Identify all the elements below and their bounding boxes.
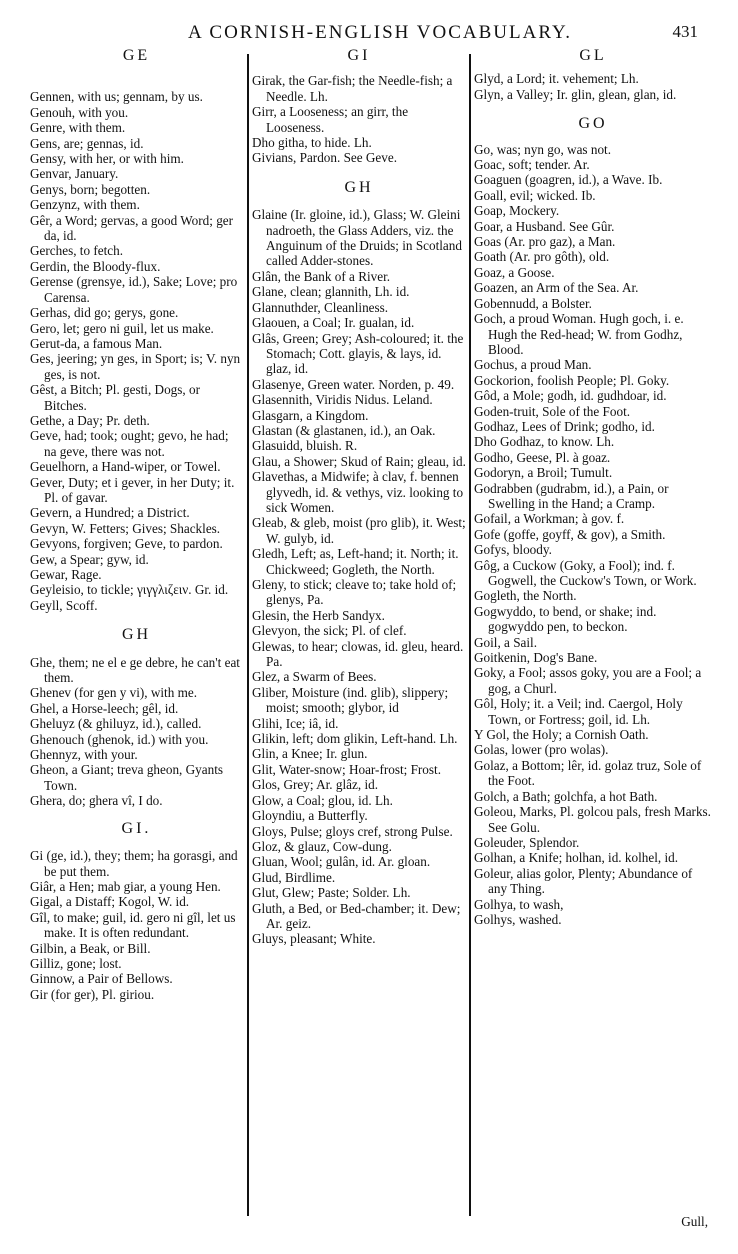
section-heading: GE <box>122 47 151 64</box>
dictionary-entry: Gogwyddo, to bend, or shake; ind. gogwyddo pen, to beckon. <box>474 603 657 635</box>
dictionary-entry: Gi (ge, id.), they; them; ha gorasgi, and be put them. <box>30 848 238 879</box>
dictionary-entry: Gofys, bloody. <box>474 542 552 558</box>
page-number: 431 <box>672 22 698 41</box>
entry-list <box>474 71 712 102</box>
dictionary-entry: Golhya, to wash, <box>474 896 564 912</box>
dictionary-entry: Geyll, Scoff. <box>30 597 98 613</box>
dictionary-entry: Golhys, washed. <box>474 911 562 927</box>
entry-list <box>474 142 712 928</box>
dictionary-entry: Gilliz, gone; lost. <box>30 955 122 971</box>
column-2 <box>252 48 466 947</box>
dictionary-entry: Giâr, a Hen; mab giar, a young Hen. <box>30 878 221 894</box>
dictionary-entry: Gledh, Left; as, Left-hand; it. North; it. Chickweed; Gogleth, the North. <box>252 546 459 577</box>
dictionary-entry: Gew, a Spear; gyw, id. <box>30 551 149 567</box>
dictionary-entry: Gloyndiu, a Butterfly. <box>252 808 368 824</box>
dictionary-entry: Gockorion, foolish People; Pl. Goky. <box>474 372 670 388</box>
dictionary-entry: Glastan (& glastanen, id.), an Oak. <box>252 422 436 438</box>
dictionary-entry: Goac, soft; tender. Ar. <box>474 157 590 173</box>
section-heading: GI <box>347 47 371 64</box>
catchword: Gull, <box>681 1214 708 1229</box>
dictionary-entry: Glihi, Ice; iâ, id. <box>252 715 339 731</box>
dictionary-entry: Godho, Geese, Pl. à goaz. <box>474 449 611 465</box>
dictionary-entry: Gens, are; gennas, id. <box>30 135 144 151</box>
dictionary-entry: Genre, with them. <box>30 120 126 136</box>
entry-list <box>30 89 243 613</box>
dictionary-entry: Goaz, a Goose. <box>474 264 555 280</box>
dictionary-entry: Glasenye, Green water. Norden, p. 49. <box>252 376 455 392</box>
dictionary-entry: Gêr, a Word; gervas, a good Word; ger da, id. <box>30 212 234 244</box>
dictionary-entry: Geyleisio, to tickle; γιγγλιζειν. Gr. id. <box>30 582 229 598</box>
dictionary-entry: Geve, had; took; ought; gevo, he had; na geve, there was not. <box>30 428 229 459</box>
dictionary-entry: Gleny, to stick; cleave to; take hold of; glenys, Pa. <box>252 577 457 608</box>
dictionary-entry: Gevyn, W. Fetters; Gives; Shackles. <box>30 520 221 536</box>
dictionary-entry: Ges, jeering; yn ges, in Sport; is; V. nyn ges, is not. <box>30 351 241 382</box>
section-heading: GL <box>579 47 607 64</box>
dictionary-entry: Glevyon, the sick; Pl. of clef. <box>252 623 407 639</box>
dictionary-entry: Gennen, with us; gennam, by us. <box>30 89 203 105</box>
dictionary-entry: Godoryn, a Broil; Tumult. <box>474 465 613 481</box>
dictionary-entry: Goky, a Fool; assos goky, you are a Fool; a gog, a Churl. <box>474 665 702 696</box>
dictionary-entry: Y Gol, the Holy; a Cornish Oath. <box>474 727 649 743</box>
dictionary-entry: Goil, a Sail. <box>474 634 538 650</box>
dictionary-entry: Gheon, a Giant; treva gheon, Gyants Town. <box>30 762 223 793</box>
dictionary-entry: Gofe (goffe, goyff, & gov), a Smith. <box>474 526 666 542</box>
dictionary-entry: Golhan, a Knife; holhan, id. kolhel, id. <box>474 850 679 866</box>
dictionary-entry: Glesin, the Herb Sandyx. <box>252 607 385 623</box>
dictionary-entry: Gensy, with her, or with him. <box>30 151 184 167</box>
dictionary-entry: Genvar, January. <box>30 166 119 182</box>
dictionary-entry: Glau, a Shower; Skud of Rain; gleau, id. <box>252 453 466 469</box>
dictionary-entry: Glannuthder, Cleanliness. <box>252 299 389 315</box>
dictionary-entry: Ghennyz, with your. <box>30 747 138 763</box>
dictionary-entry: Gloys, Pulse; gloys cref, strong Pulse. <box>252 823 453 839</box>
dictionary-entry: Gevern, a Hundred; a District. <box>30 505 190 521</box>
dictionary-entry: Goleuder, Splendor. <box>474 834 580 850</box>
dictionary-entry: Gluan, Wool; gulân, id. Ar. gloan. <box>252 854 431 870</box>
dictionary-entry: Gir (for ger), Pl. giriou. <box>30 986 155 1002</box>
dictionary-entry: Girr, a Looseness; an girr, the Looseness. <box>252 104 409 135</box>
dictionary-entry: Ghera, do; ghera vî, I do. <box>30 793 163 809</box>
dictionary-entry: Glasennith, Viridis Nidus. Leland. <box>252 392 433 408</box>
dictionary-entry: Glyd, a Lord; it. vehement; Lh. <box>474 71 639 87</box>
dictionary-entry: Goath (Ar. pro gôth), old. <box>474 249 610 265</box>
dictionary-entry: Geuelhorn, a Hand-wiper, or Towel. <box>30 459 221 475</box>
dictionary-entry: Gever, Duty; et i gever, in her Duty; it. Pl. of gavar. <box>30 474 235 505</box>
dictionary-entry: Genzynz, with them. <box>30 197 140 213</box>
dictionary-entry: Givians, Pardon. See Geve. <box>252 150 398 166</box>
dictionary-entry: Goas (Ar. pro gaz), a Man. <box>474 234 616 250</box>
dictionary-entry: Goar, a Husband. See Gûr. <box>474 218 615 234</box>
dictionary-entry: Ghel, a Horse-leech; gêl, id. <box>30 700 179 716</box>
dictionary-entry: Glud, Birdlime. <box>252 869 336 885</box>
dictionary-entry: Goaguen (goagren, id.), a Wave. Ib. <box>474 172 663 188</box>
dictionary-entry: Gero, let; gero ni guil, let us make. <box>30 320 214 336</box>
dictionary-entry: Gheluyz (& ghiluyz, id.), called. <box>30 716 202 732</box>
dictionary-entry: Glow, a Coal; glou, id. Lh. <box>252 792 393 808</box>
dictionary-entry: Goall, evil; wicked. Ib. <box>474 187 596 203</box>
dictionary-entry: Glâs, Green; Grey; Ash-coloured; it. the Stomach; Cott. glayis, & lays, id. glaz, id. <box>252 330 464 377</box>
dictionary-entry: Ghenev (for gen y vi), with me. <box>30 685 197 701</box>
dictionary-entry: Goap, Mockery. <box>474 203 560 219</box>
dictionary-entry: Glân, the Bank of a River. <box>252 268 391 284</box>
dictionary-entry: Goch, a proud Woman. Hugh goch, i. e. Hugh the Red-head; W. from Godhz, Blood. <box>474 311 684 357</box>
dictionary-entry: Glane, clean; glannith, Lh. id. <box>252 284 410 300</box>
dictionary-entry: Goleur, alias golor, Plenty; Abundance of any Thing. <box>474 865 693 897</box>
dictionary-entry: Goitkenin, Dog's Bane. <box>474 650 598 666</box>
dictionary-entry: Golch, a Bath; golchfa, a hot Bath. <box>474 788 658 804</box>
dictionary-entry: Gluys, pleasant; White. <box>252 931 376 947</box>
column-3 <box>474 48 712 927</box>
dictionary-entry: Gêst, a Bitch; Pl. gesti, Dogs, or Bitches. <box>30 382 200 413</box>
dictionary-entry: Gerdin, the Bloody-flux. <box>30 258 161 274</box>
dictionary-entry: Godrabben (gudrabm, id.), a Pain, or Swelling in the Hand; a Cramp. <box>474 480 669 511</box>
dictionary-entry: Glut, Glew; Paste; Solder. Lh. <box>252 885 411 901</box>
dictionary-entry: Glos, Grey; Ar. glâz, id. <box>252 777 378 793</box>
dictionary-entry: Dho githa, to hide. Lh. <box>252 135 372 151</box>
dictionary-entry: Gerhas, did go; gerys, gone. <box>30 305 179 321</box>
dictionary-entry: Glaine (Ir. gloine, id.), Glass; W. Gleini nadroeth, the Glass Adders, viz. the Anguinum of the Druids; in Scotland called Adder-stones. <box>252 207 462 269</box>
column-1 <box>30 48 243 1002</box>
dictionary-entry: Genys, born; begotten. <box>30 181 151 197</box>
entry-list <box>252 207 466 947</box>
dictionary-entry: Gerut-da, a famous Man. <box>30 335 163 351</box>
dictionary-entry: Golaz, a Bottom; lêr, id. golaz truz, Sole of the Foot. <box>474 757 702 789</box>
dictionary-entry: Gleab, & gleb, moist (pro glib), it. West; W. gulyb, id. <box>252 515 466 546</box>
dictionary-entry: Goazen, an Arm of the Sea. Ar. <box>474 280 639 296</box>
dictionary-entry: Gobennudd, a Bolster. <box>474 295 592 311</box>
dictionary-entry: Golas, lower (pro wolas). <box>474 742 609 758</box>
dictionary-entry: Gigal, a Distaff; Kogol, W. id. <box>30 894 190 910</box>
column-rule <box>247 54 249 1216</box>
dictionary-entry: Ghe, them; ne el e ge debre, he can't eat them. <box>30 654 240 686</box>
dictionary-entry: Gloz, & glauz, Cow-dung. <box>252 838 392 854</box>
dictionary-entry: Glewas, to hear; clowas, id. gleu, heard. Pa. <box>252 638 464 670</box>
dictionary-entry: Glikin, left; dom glikin, Left-hand. Lh. <box>252 731 458 747</box>
dictionary-entry: Glit, Water-snow; Hoar-frost; Frost. <box>252 761 441 777</box>
entry-list <box>30 848 243 1002</box>
dictionary-entry: Gîl, to make; guil, id. gero ni gîl, let us make. It is often redundant. <box>30 909 236 941</box>
dictionary-entry: Glavethas, a Midwife; à clav, f. bennen glyvedh, id. & vethys, viz. looking to sick Women. <box>252 469 464 515</box>
dictionary-entry: Ginnow, a Pair of Bellows. <box>30 971 173 987</box>
dictionary-entry: Goden-truit, Sole of the Foot. <box>474 403 631 419</box>
dictionary-entry: Gethe, a Day; Pr. deth. <box>30 412 150 428</box>
dictionary-entry: Gluth, a Bed, or Bed-chamber; it. Dew; Ar. geiz. <box>252 900 461 931</box>
dictionary-entry: Gôl, Holy; it. a Veil; ind. Caergol, Holy Town, or Fortress; goil, id. Lh. <box>474 696 683 727</box>
dictionary-entry: Gerches, to fetch. <box>30 243 124 259</box>
running-head: A CORNISH-ENGLISH VOCABULARY. <box>187 22 573 43</box>
dictionary-entry: Gôg, a Cuckow (Goky, a Fool); ind. f. Gogwell, the Cuckow's Town, or Work. <box>474 557 697 588</box>
section-heading: GH <box>344 178 374 196</box>
dictionary-entry: Girak, the Gar-fish; the Needle-fish; a Needle. Lh. <box>252 73 453 104</box>
dictionary-entry: Gofail, a Workman; à gov. f. <box>474 511 625 527</box>
entry-list <box>30 655 243 809</box>
dictionary-entry: Goleou, Marks, Pl. golcou pals, fresh Marks. See Golu. <box>474 804 711 835</box>
entry-list <box>252 73 466 165</box>
dictionary-entry: Dho Godhaz, to know. Lh. <box>474 434 615 450</box>
dictionary-entry: Godhaz, Lees of Drink; godho, id. <box>474 418 655 434</box>
dictionary-entry: Ghenouch (ghenok, id.) with you. <box>30 731 209 747</box>
dictionary-entry: Gôd, a Mole; godh, id. gudhdoar, id. <box>474 388 667 404</box>
section-heading: GI. <box>121 819 152 837</box>
dictionary-entry: Go, was; nyn go, was not. <box>474 141 611 157</box>
dictionary-entry: Glaouen, a Coal; Ir. gualan, id. <box>252 315 415 331</box>
dictionary-entry: Genouh, with you. <box>30 104 129 120</box>
dictionary-entry: Gochus, a proud Man. <box>474 357 592 373</box>
dictionary-entry: Gerense (grensye, id.), Sake; Love; pro Carensa. <box>30 274 238 305</box>
dictionary-entry: Glez, a Swarm of Bees. <box>252 669 377 685</box>
dictionary-entry: Gilbin, a Beak, or Bill. <box>30 940 151 956</box>
column-rule <box>469 54 471 1216</box>
dictionary-entry: Gogleth, the North. <box>474 588 577 604</box>
dictionary-entry: Glyn, a Valley; Ir. glin, glean, glan, id. <box>474 86 677 102</box>
dictionary-entry: Glasuidd, bluish. R. <box>252 438 358 454</box>
dictionary-entry: Gevyons, forgiven; Geve, to pardon. <box>30 536 223 552</box>
dictionary-entry: Gewar, Rage. <box>30 567 102 582</box>
dictionary-entry: Glin, a Knee; Ir. glun. <box>252 746 368 762</box>
section-heading: GH <box>121 626 152 644</box>
dictionary-entry: Gliber, Moisture (ind. glib), slippery; moist; smooth; glybor, id <box>252 684 449 716</box>
dictionary-entry: Glasgarn, a Kingdom. <box>252 407 369 423</box>
section-heading: GO <box>578 115 608 133</box>
